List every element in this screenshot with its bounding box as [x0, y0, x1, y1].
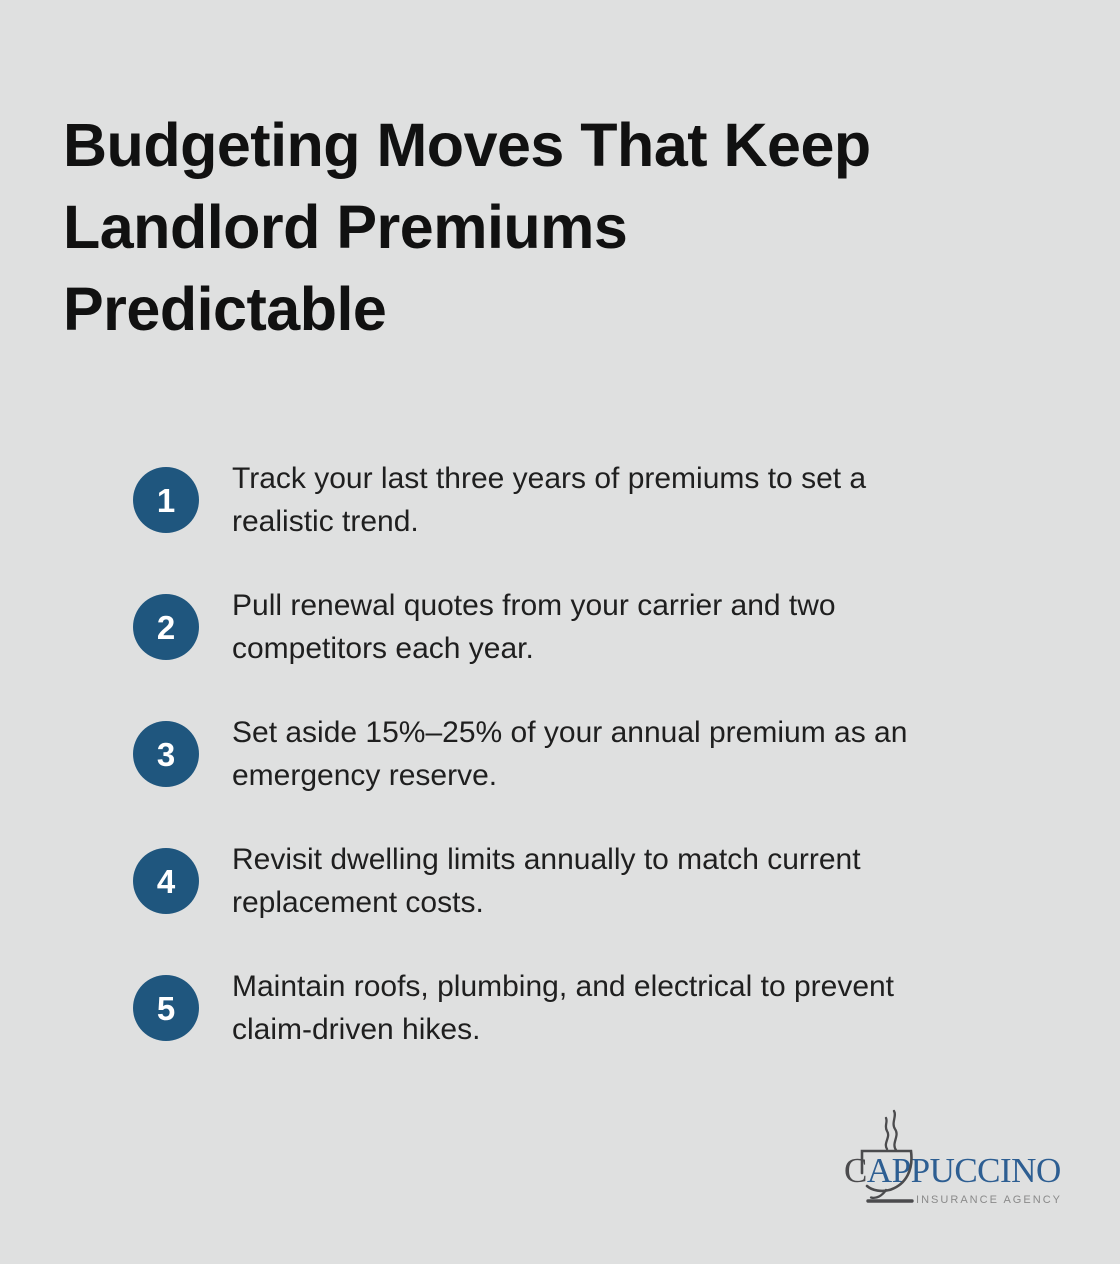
- step-number-badge: 1: [133, 467, 199, 533]
- step-text-line: realistic trend.: [232, 505, 419, 538]
- step-number-badge: 2: [133, 594, 199, 660]
- brand-rest-letters: APPUCCINO: [866, 1151, 1061, 1190]
- coffee-cup-logo-graphic: [838, 1106, 1098, 1226]
- step-number-badge: 3: [133, 721, 199, 787]
- step-text-line: competitors each year.: [232, 632, 534, 665]
- step-text-line: Maintain roofs, plumbing, and electrical to prevent: [232, 970, 895, 1003]
- list-item-2: [133, 585, 1032, 669]
- step-text: [232, 584, 1032, 670]
- steps-list: [133, 458, 1032, 1050]
- page-title: [63, 104, 1013, 350]
- list-item-4: [133, 839, 1032, 923]
- step-text-line: Set aside 15%–25% of your annual premium as an: [232, 716, 908, 749]
- brand-logo: [838, 1106, 1098, 1226]
- step-number-badge: 5: [133, 975, 199, 1041]
- brand-wordmark: [844, 1151, 1061, 1190]
- step-text-line: replacement costs.: [232, 886, 484, 919]
- list-item-5: [133, 966, 1032, 1050]
- step-text: [232, 457, 1032, 543]
- step-text: [232, 965, 1032, 1051]
- step-text: [232, 711, 1032, 797]
- brand-tagline: INSURANCE AGENCY: [916, 1194, 1060, 1206]
- step-text-line: claim-driven hikes.: [232, 1013, 481, 1046]
- step-text-line: Pull renewal quotes from your carrier and two: [232, 589, 836, 622]
- list-item-3: [133, 712, 1032, 796]
- title-line-2: Landlord Premiums: [63, 193, 628, 261]
- step-text: [232, 838, 1032, 924]
- step-text-line: emergency reserve.: [232, 759, 498, 792]
- step-number-badge: 4: [133, 848, 199, 914]
- title-line-3: Predictable: [63, 275, 387, 343]
- steam-icon: [894, 1111, 897, 1150]
- brand-first-letter: C: [844, 1151, 867, 1190]
- steam-icon: [886, 1118, 888, 1149]
- list-item-1: [133, 458, 1032, 542]
- step-text-line: Revisit dwelling limits annually to match current: [232, 843, 861, 876]
- step-text-line: Track your last three years of premiums to set a: [232, 462, 867, 495]
- title-line-1: Budgeting Moves That Keep: [63, 111, 871, 179]
